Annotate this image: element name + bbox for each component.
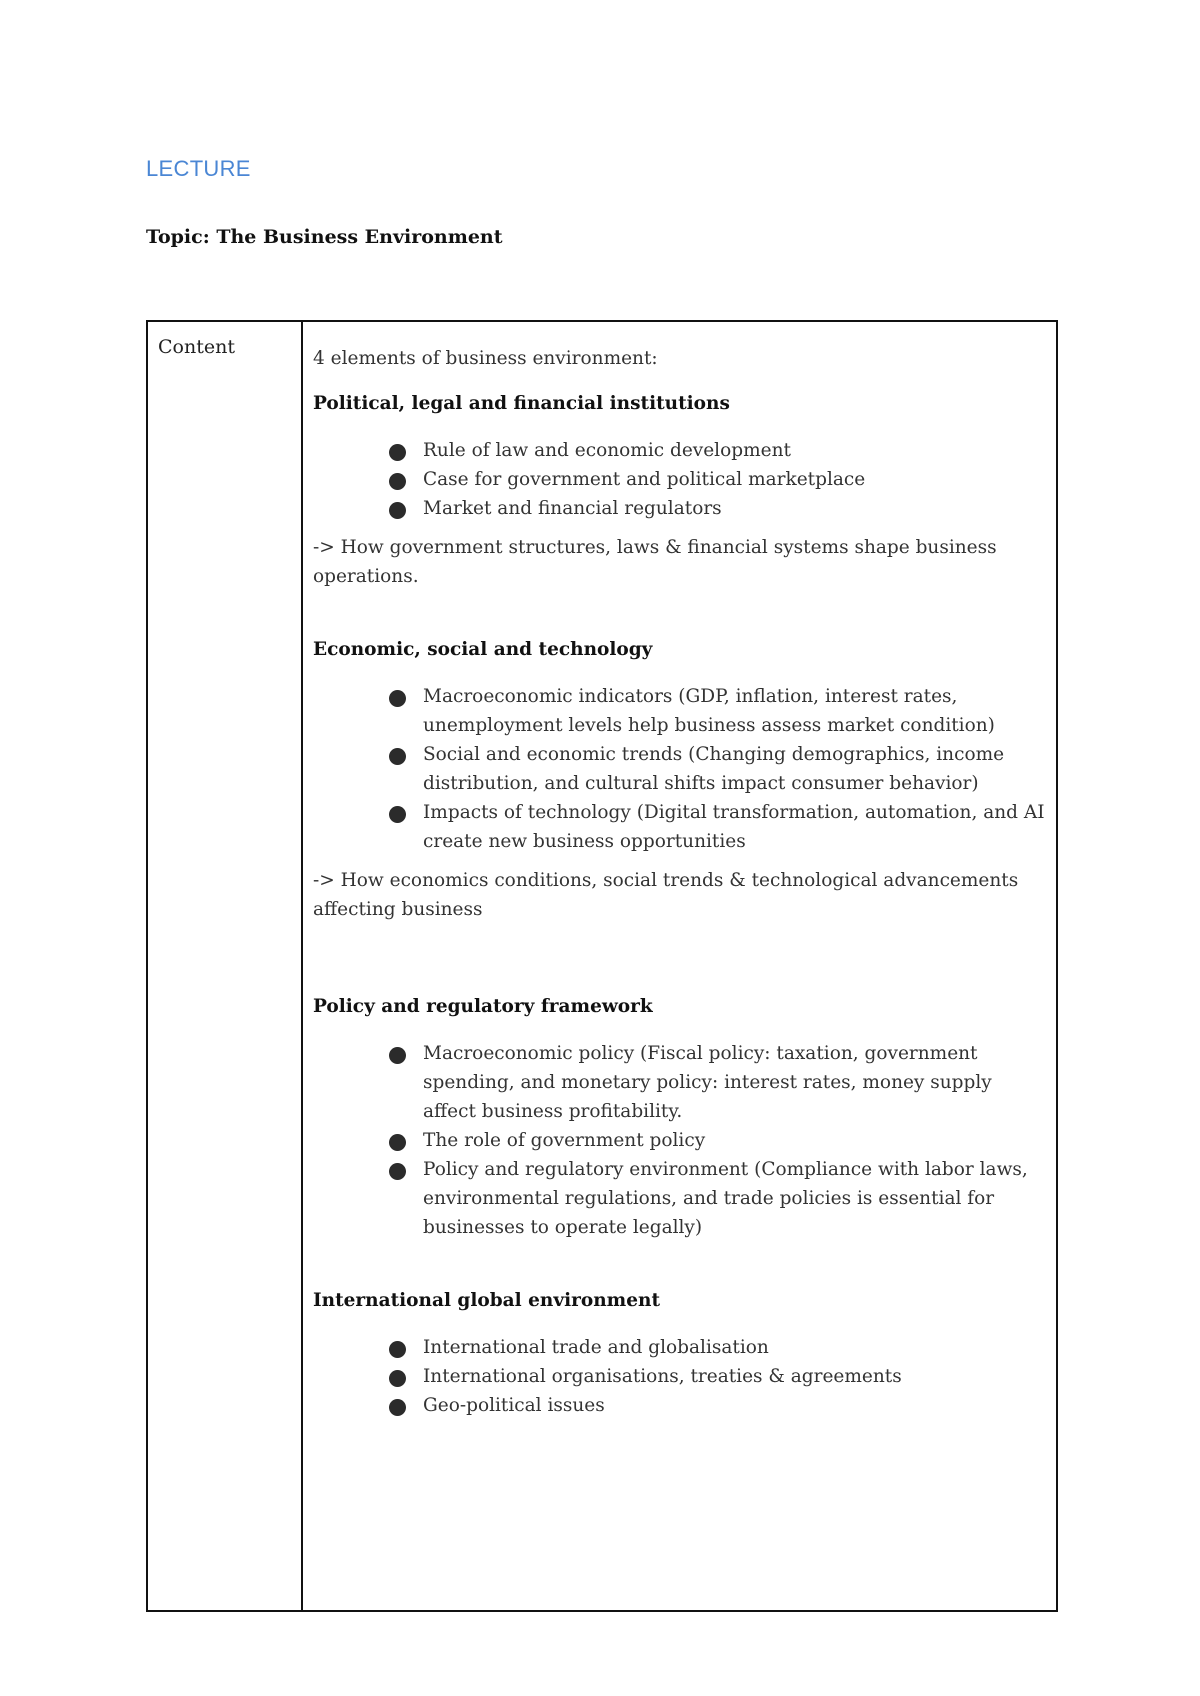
list-item-text: The role of government policy — [423, 1130, 706, 1151]
spacer — [313, 591, 1046, 635]
bullet-icon — [389, 444, 406, 461]
list-item — [423, 1039, 1046, 1126]
section-summary: -> How economics conditions, social trends & technological advancements affecting business — [313, 870, 1019, 920]
list-item — [423, 740, 1046, 798]
list-item — [423, 1362, 1046, 1391]
list-item-text: Rule of law and economic development — [423, 440, 791, 461]
section-title: International global environment — [313, 1290, 660, 1311]
bullet-icon — [389, 1047, 406, 1064]
spacer — [313, 924, 1046, 992]
list-item-text: Case for government and political marketplace — [423, 469, 866, 490]
table-label-cell — [148, 322, 303, 1610]
lecture-heading: LECTURE — [146, 156, 251, 181]
topic-title: Topic: The Business Environment — [146, 226, 503, 248]
list-item-text: Impacts of technology (Digital transformation, automation, and AI create new business opportunities — [423, 802, 1045, 852]
list-item-text: Macroeconomic policy (Fiscal policy: taxation, government spending, and monetary policy: interest rates, money supply affect business profitability. — [423, 1043, 992, 1122]
section-summary: -> How government structures, laws & financial systems shape business operations. — [313, 537, 997, 587]
section-title: Political, legal and financial institutions — [313, 393, 730, 414]
list-item-text: Social and economic trends (Changing demographics, income distribution, and cultural shifts impact consumer behavior) — [423, 744, 1005, 794]
list-item — [423, 1126, 1046, 1155]
list-item — [423, 1155, 1046, 1242]
bullet-icon — [389, 1134, 406, 1151]
section-international-global — [313, 1286, 1046, 1420]
bullet-list — [313, 1039, 1046, 1242]
list-item-text: International trade and globalisation — [423, 1337, 769, 1358]
table-content-cell — [303, 322, 1056, 1610]
bullet-icon — [389, 806, 406, 823]
list-item-text: Market and financial regulators — [423, 498, 722, 519]
list-item — [423, 798, 1046, 856]
bullet-icon — [389, 690, 406, 707]
bullet-icon — [389, 502, 406, 519]
list-item-text: Policy and regulatory environment (Compliance with labor laws, environmental regulations, and trade policies is essential for businesses to operate legally) — [423, 1159, 1028, 1238]
section-title: Economic, social and technology — [313, 639, 653, 660]
list-item — [423, 1391, 1046, 1420]
content-label: Content — [158, 336, 235, 358]
content-table — [146, 320, 1058, 1612]
bullet-icon — [389, 748, 406, 765]
bullet-icon — [389, 473, 406, 490]
spacer — [313, 1252, 1046, 1286]
bullet-icon — [389, 1163, 406, 1180]
list-item-text: Macroeconomic indicators (GDP, inflation, interest rates, unemployment levels help business assess market condition) — [423, 686, 995, 736]
intro-text: 4 elements of business environment: — [313, 348, 658, 369]
bullet-list — [313, 1333, 1046, 1420]
list-item-text: International organisations, treaties & agreements — [423, 1366, 902, 1387]
list-item — [423, 436, 1046, 465]
bullet-list — [313, 436, 1046, 523]
section-economic-social-technology — [313, 635, 1046, 924]
list-item-text: Geo-political issues — [423, 1395, 605, 1416]
list-item — [423, 494, 1046, 523]
bullet-icon — [389, 1370, 406, 1387]
bullet-icon — [389, 1399, 406, 1416]
list-item — [423, 682, 1046, 740]
section-title: Policy and regulatory framework — [313, 996, 653, 1017]
section-policy-regulatory — [313, 992, 1046, 1242]
section-political-legal-financial — [313, 389, 1046, 591]
list-item — [423, 1333, 1046, 1362]
list-item — [423, 465, 1046, 494]
bullet-icon — [389, 1341, 406, 1358]
bullet-list — [313, 682, 1046, 856]
